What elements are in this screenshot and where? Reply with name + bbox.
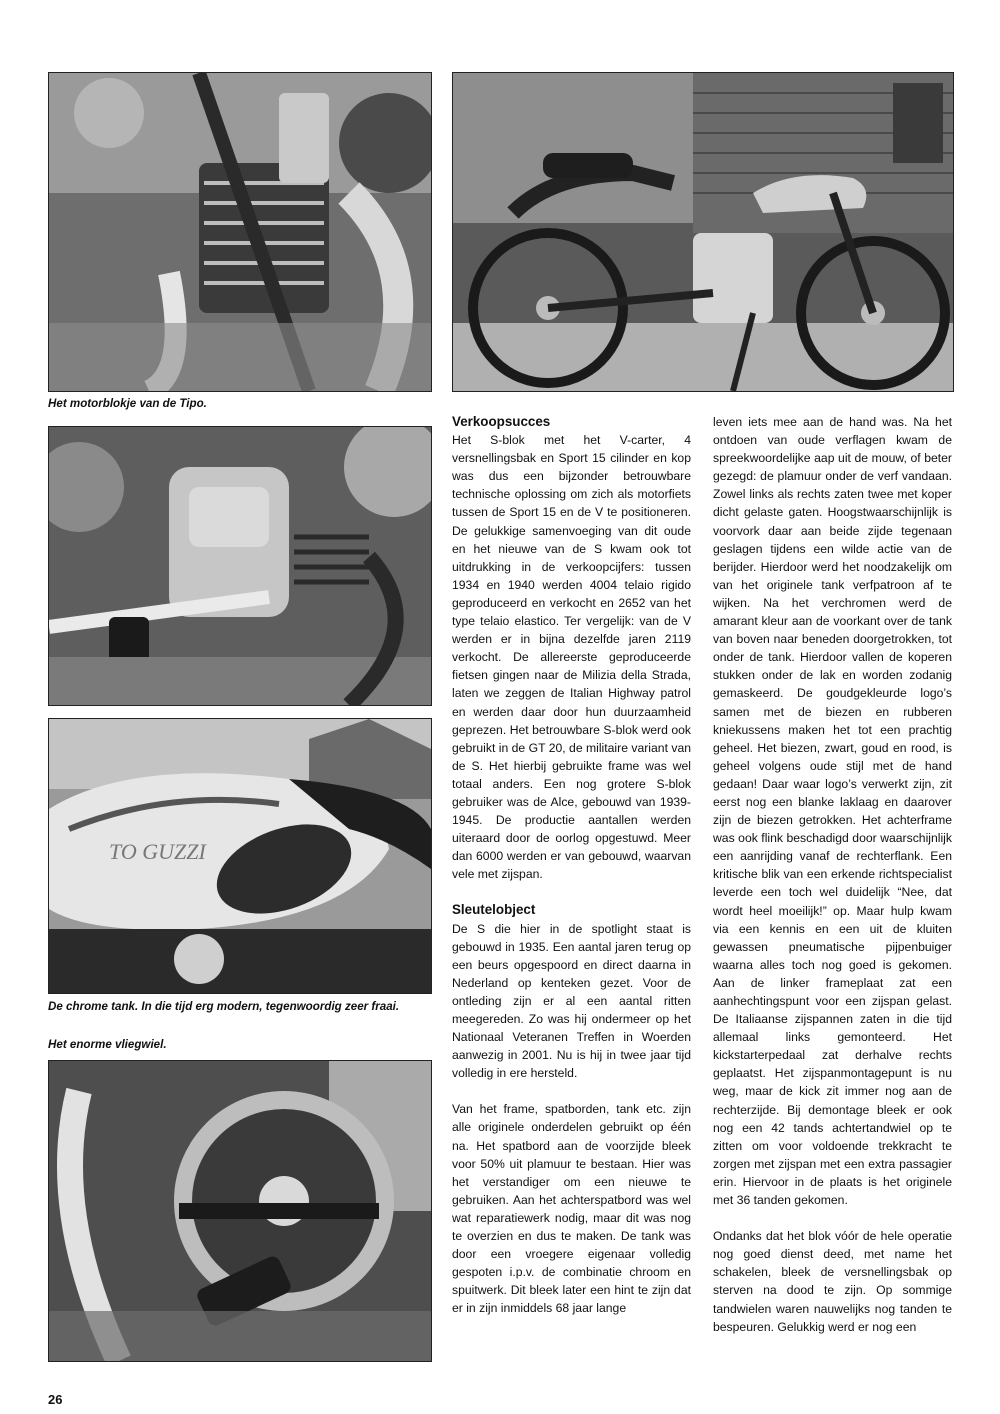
engine-detail-photo: [48, 426, 432, 706]
article-column-2: [713, 413, 952, 1336]
motorcycle-side-photo: [452, 72, 954, 392]
chrome-tank-caption: De chrome tank. In die tijd erg modern, tegenwoordig zeer fraai.: [48, 1000, 400, 1013]
chrome-tank-illustration: [49, 719, 431, 993]
paragraph-verkoopsucces: Het S-blok met het V-carter, 4 versnellingsbak en Sport 15 cilinder en kop was dus een bijzonder betrouwbare technische oplossing om zich als motorfiets tussen de Sport 15 en de V te positioneren. De gelukkige samenvoeging van dit oude en het nieuwe van de S kwam ook tot uitdrukking in de verkoopcijfers: tussen 1934 en 1940 werden 4004 telaio rigido geproduceerd en verkocht en 2652 van het type telaio elastico. Ter vergelijk: van de V werden er in bijna dezelfde jaren 2119 verkocht. De allereerste geproduceerde fietsen gingen naar de Milizia della Strada, laten we zeggen de Italian Highway patrol en werden daar door hun duurzaamheid geprezen. Het betrouwbare S-blok werd ook gebruikt in de GT 20, de militaire variant van de S. Het hierbij gebruikte frame was wel totaal anders. Een nog grotere S-blok gebruiker was de Alce, gebouwd van 1939-1945. De productie aantallen werden uiteraard door de oorlog opgestuwd. Meer dan 6000 werden er van gebouwd, waarvan vele met zijspan.: [452, 433, 691, 882]
motorcycle-side-illustration: [453, 73, 953, 391]
engine-detail-illustration: [49, 427, 431, 705]
flywheel-caption: Het enorme vliegwiel.: [48, 1038, 167, 1051]
article-column-1: [452, 413, 691, 1318]
flywheel-illustration: [49, 1061, 431, 1361]
heading-sleutelobject: Sleutelobject: [452, 902, 536, 918]
page-number: 26: [48, 1392, 63, 1407]
heading-verkoopsucces: Verkoopsucces: [452, 414, 551, 429]
engine-block-illustration: [49, 73, 431, 391]
paragraph-gearbox: Ondanks dat het blok vóór de hele operatie nog goed dienst deed, met name het schakelen, bleek de versnellingsbak op sterven na dood te zijn. Op sommige tandwielen waren nauwelijks nog tanden te bespeuren. Gelukkig werd er nog een: [713, 1229, 952, 1334]
svg-text:TO GUZZI: TO GUZZI: [109, 839, 206, 864]
paragraph-frame-spatborden: Van het frame, spatborden, tank etc. zijn alle originele onderdelen gebruikt op één na. Het spatbord aan de voorzijde bleek voor 50% uit plamuur te bestaan. Hier was het verstandiger om een nieuwe te gebruiken. Aan het achterspatbord was wel wat reparatiewerk nodig, maar dit was nog te overzien en dus te maken. De tank was door een vroegere eigenaar volledig gespoten i.p.v. de combinatie chroom en spuitwerk. Dit bleek later een hint te zijn dat er in zijn inmiddels 68 jaar lange: [452, 1102, 691, 1316]
engine-block-caption: Het motorblokje van de Tipo.: [48, 397, 207, 410]
chrome-tank-photo: [48, 718, 432, 994]
paragraph-sleutelobject: De S die hier in de spotlight staat is gebouwd in 1935. Een aantal jaren terug op een beurs opgespoord en direct daarna in Nederland op kenteken gezet. Voor de ontleding zijn er al een aantal ritten meegereden. Zo was hij ondermeer op het Nationaal Veteranen Treffen in Woerden aanwezig in 2001. Nu is hij in twee jaar tijd volledig in ere hersteld.: [452, 921, 691, 1081]
engine-block-photo: [48, 72, 432, 392]
paragraph-tank-restoration: leven iets mee aan de hand was. Na het ontdoen van oude verflagen kwam de spreekwoordelijke aap uit de mouw, of beter gezegd: de plamuur onder de verf vandaan. Zowel links als rechts zaten twee met koper dicht gelaste gaten. Hoogstwaarschijnlijk is voorvork daar aan beide zijde tegenaan geslagen tijdens een wilde actie van de berijder. Hierdoor werd het noodzakelijk om van het originele tank verfpatroon af te wijken. Na het verchromen werd de amarant kleur aan de voorkant over de tank van boven naar beneden doorgetrokken, tot onder de tank. Hierdoor vallen de koperen stukken onder de lak en worden zodanig gemaskeerd. De goudgekleurde logo’s samen met de biezen en rubberen kniekussens maken het tot een prachtig geheel. Het biezen, zwart, goud en rood, is geheel volgens oude stijl met de hand gedaan! Daar waar logo’s verwerkt zijn, zit eerst nog een blanke laklaag en daarover zijn de biezen getrokken. Het achterframe was ook flink beschadigd door waarschijnlijk een aanrijding vanaf de rechterflank. Een kritische blik van een erkende richtspecialist leverde een toch wel duidelijk “Nee, dat wordt heel moeilijk!” op. Maar hulp kwam via een kennis en een uit de kluiten gewassen pneumatische pijpenbuiger waarna alles toch nog goed is gekomen. Aan de linker frameplaat zat een aanhechtingspunt voor een zijspan gelast. De Italiaanse zijspannen zaten in die tijd allemaal links gemonteerd. Het kickstarterpedaal zat derhalve rechts geplaatst. Het zijspanmontagepunt is nu weg, maar de kick zit immer nog aan de rechterzijde. Bij demontage bleek er ook nog een 42 tands achtertandwiel op te zitten om voor voldoende trekkracht te zorgen met zijspan met een extra passagier erin. Hiervoor in de plaats is het originele met 36 tanden gekomen.: [713, 415, 952, 1208]
flywheel-photo: [48, 1060, 432, 1362]
